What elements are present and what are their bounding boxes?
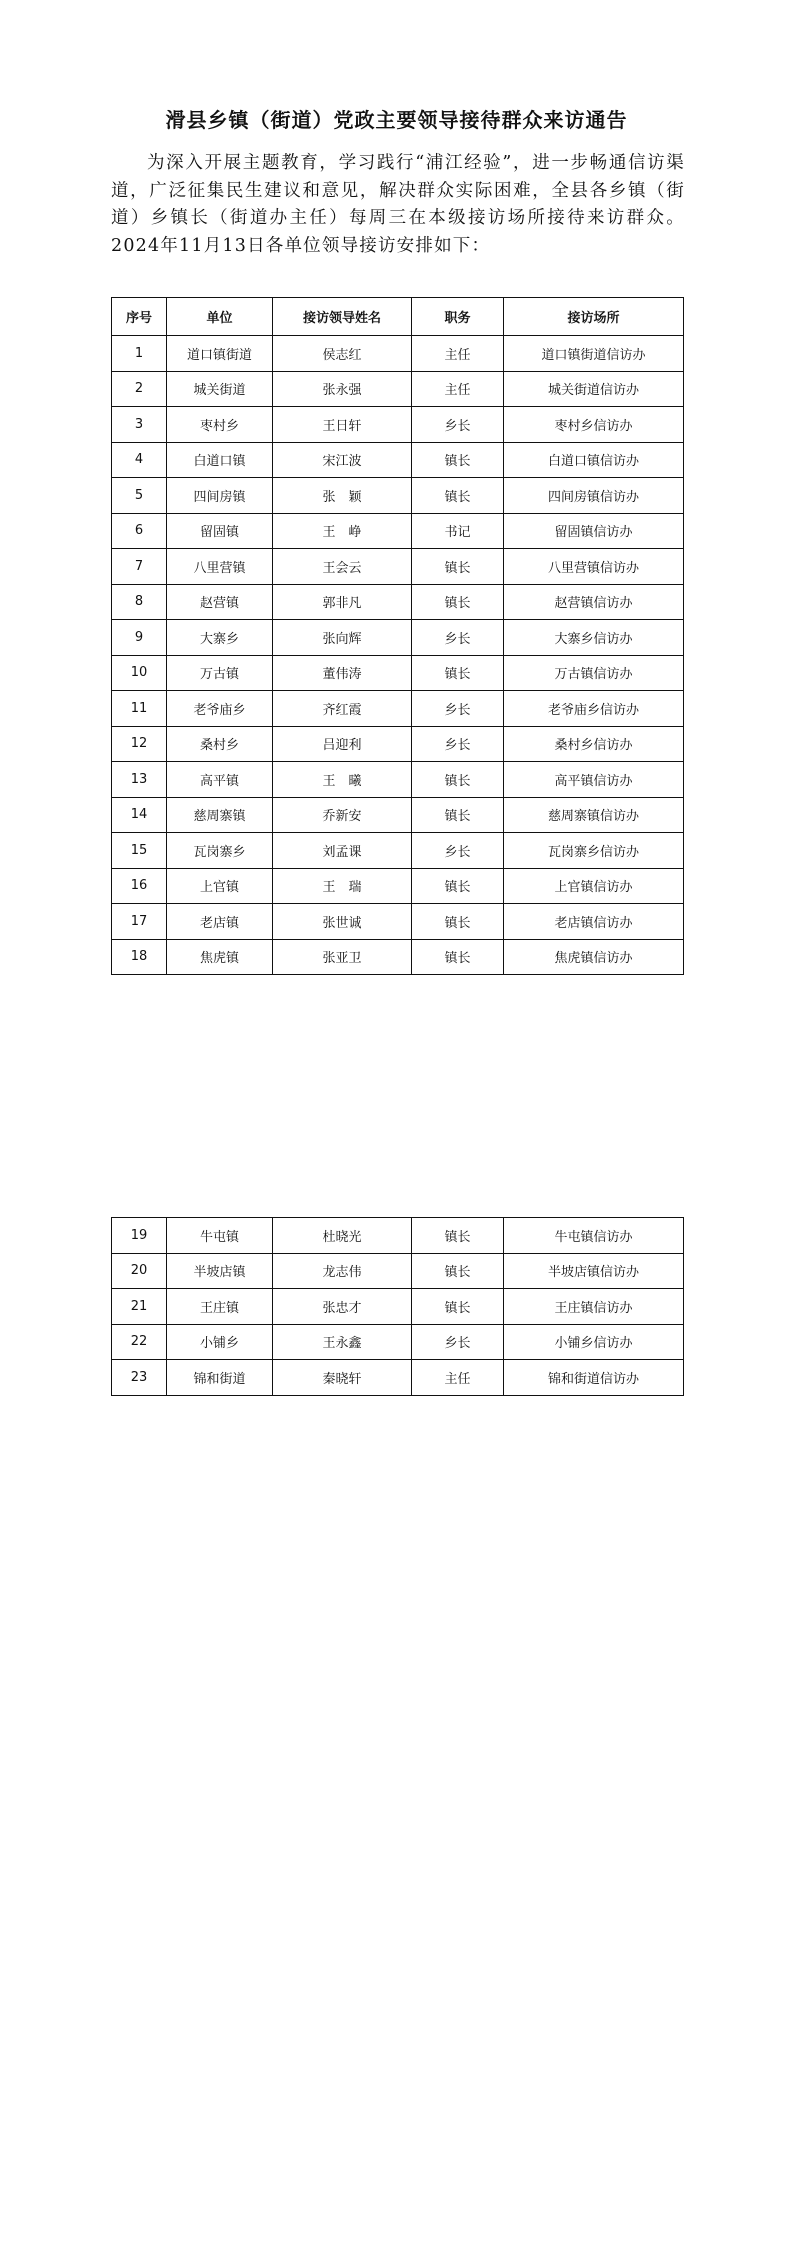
cell-unit: 赵营镇 bbox=[167, 584, 273, 620]
cell-leader-name: 张世诚 bbox=[273, 904, 412, 940]
table-row bbox=[112, 1360, 684, 1396]
cell-index: 21 bbox=[112, 1289, 167, 1325]
cell-unit: 牛屯镇 bbox=[167, 1218, 273, 1254]
cell-unit: 城关街道 bbox=[167, 371, 273, 407]
cell-location: 万古镇信访办 bbox=[504, 655, 684, 691]
table-row bbox=[112, 1253, 684, 1289]
table-row bbox=[112, 620, 684, 656]
cell-leader-name: 张亚卫 bbox=[273, 939, 412, 975]
table-row bbox=[112, 762, 684, 798]
cell-location: 留固镇信访办 bbox=[504, 513, 684, 549]
cell-leader-name: 王 瑞 bbox=[273, 868, 412, 904]
cell-unit: 王庄镇 bbox=[167, 1289, 273, 1325]
cell-position: 乡长 bbox=[412, 833, 504, 869]
cell-leader-name: 乔新安 bbox=[273, 797, 412, 833]
cell-unit: 大寨乡 bbox=[167, 620, 273, 656]
cell-index: 8 bbox=[112, 584, 167, 620]
cell-unit: 小铺乡 bbox=[167, 1324, 273, 1360]
cell-position: 主任 bbox=[412, 371, 504, 407]
table-row bbox=[112, 442, 684, 478]
cell-position: 乡长 bbox=[412, 620, 504, 656]
cell-position: 镇长 bbox=[412, 904, 504, 940]
cell-unit: 上官镇 bbox=[167, 868, 273, 904]
cell-leader-name: 王会云 bbox=[273, 549, 412, 585]
table-row bbox=[112, 797, 684, 833]
cell-location: 牛屯镇信访办 bbox=[504, 1218, 684, 1254]
cell-location: 老店镇信访办 bbox=[504, 904, 684, 940]
cell-location: 瓦岗寨乡信访办 bbox=[504, 833, 684, 869]
cell-position: 镇长 bbox=[412, 478, 504, 514]
cell-location: 八里营镇信访办 bbox=[504, 549, 684, 585]
table-row bbox=[112, 1324, 684, 1360]
cell-location: 高平镇信访办 bbox=[504, 762, 684, 798]
table-row bbox=[112, 336, 684, 372]
table-row bbox=[112, 726, 684, 762]
cell-position: 主任 bbox=[412, 336, 504, 372]
cell-leader-name: 张向辉 bbox=[273, 620, 412, 656]
cell-leader-name: 张 颖 bbox=[273, 478, 412, 514]
table-row bbox=[112, 833, 684, 869]
table-header-row bbox=[112, 298, 684, 336]
cell-index: 23 bbox=[112, 1360, 167, 1396]
cell-leader-name: 吕迎利 bbox=[273, 726, 412, 762]
cell-position: 镇长 bbox=[412, 1253, 504, 1289]
cell-unit: 焦虎镇 bbox=[167, 939, 273, 975]
cell-leader-name: 张忠才 bbox=[273, 1289, 412, 1325]
cell-index: 22 bbox=[112, 1324, 167, 1360]
cell-unit: 锦和街道 bbox=[167, 1360, 273, 1396]
cell-leader-name: 王 曦 bbox=[273, 762, 412, 798]
cell-index: 7 bbox=[112, 549, 167, 585]
table-row bbox=[112, 939, 684, 975]
cell-leader-name: 杜晓光 bbox=[273, 1218, 412, 1254]
cell-leader-name: 郭非凡 bbox=[273, 584, 412, 620]
cell-leader-name: 王日轩 bbox=[273, 407, 412, 443]
page-title: 滑县乡镇（街道）党政主要领导接待群众来访通告 bbox=[165, 108, 628, 132]
cell-leader-name: 张永强 bbox=[273, 371, 412, 407]
cell-index: 9 bbox=[112, 620, 167, 656]
header-index: 序号 bbox=[112, 298, 167, 336]
cell-location: 枣村乡信访办 bbox=[504, 407, 684, 443]
cell-location: 四间房镇信访办 bbox=[504, 478, 684, 514]
table-row bbox=[112, 549, 684, 585]
cell-location: 桑村乡信访办 bbox=[504, 726, 684, 762]
intro-paragraph: 为深入开展主题教育，学习践行“浦江经验”，进一步畅通信访渠道，广泛征集民生建议和意见，解决群众实际困难，全县各乡镇（街道）乡镇长（街道办主任）每周三在本级接访场所接待来访群众。2024年11月13日各单位领导接访安排如下： bbox=[111, 153, 685, 256]
cell-position: 乡长 bbox=[412, 691, 504, 727]
header-unit: 单位 bbox=[167, 298, 273, 336]
cell-unit: 白道口镇 bbox=[167, 442, 273, 478]
cell-unit: 留固镇 bbox=[167, 513, 273, 549]
cell-position: 书记 bbox=[412, 513, 504, 549]
cell-location: 赵营镇信访办 bbox=[504, 584, 684, 620]
cell-location: 焦虎镇信访办 bbox=[504, 939, 684, 975]
table-row bbox=[112, 371, 684, 407]
cell-unit: 老店镇 bbox=[167, 904, 273, 940]
table-row bbox=[112, 1289, 684, 1325]
cell-index: 19 bbox=[112, 1218, 167, 1254]
table-row bbox=[112, 584, 684, 620]
cell-index: 15 bbox=[112, 833, 167, 869]
cell-index: 6 bbox=[112, 513, 167, 549]
cell-location: 道口镇街道信访办 bbox=[504, 336, 684, 372]
cell-location: 锦和街道信访办 bbox=[504, 1360, 684, 1396]
cell-index: 11 bbox=[112, 691, 167, 727]
cell-index: 4 bbox=[112, 442, 167, 478]
cell-unit: 万古镇 bbox=[167, 655, 273, 691]
reception-table bbox=[111, 297, 684, 975]
cell-leader-name: 王永鑫 bbox=[273, 1324, 412, 1360]
cell-location: 大寨乡信访办 bbox=[504, 620, 684, 656]
cell-position: 镇长 bbox=[412, 1289, 504, 1325]
cell-location: 半坡店镇信访办 bbox=[504, 1253, 684, 1289]
cell-location: 上官镇信访办 bbox=[504, 868, 684, 904]
cell-index: 5 bbox=[112, 478, 167, 514]
cell-position: 镇长 bbox=[412, 549, 504, 585]
table-row bbox=[112, 513, 684, 549]
cell-position: 镇长 bbox=[412, 868, 504, 904]
cell-unit: 瓦岗寨乡 bbox=[167, 833, 273, 869]
cell-position: 乡长 bbox=[412, 1324, 504, 1360]
cell-leader-name: 董伟涛 bbox=[273, 655, 412, 691]
table-row bbox=[112, 691, 684, 727]
cell-leader-name: 龙志伟 bbox=[273, 1253, 412, 1289]
cell-index: 2 bbox=[112, 371, 167, 407]
header-location: 接访场所 bbox=[504, 298, 684, 336]
reception-table-continued bbox=[111, 1217, 684, 1396]
cell-index: 10 bbox=[112, 655, 167, 691]
cell-position: 镇长 bbox=[412, 797, 504, 833]
cell-location: 王庄镇信访办 bbox=[504, 1289, 684, 1325]
cell-index: 14 bbox=[112, 797, 167, 833]
header-leader-name: 接访领导姓名 bbox=[273, 298, 412, 336]
cell-position: 乡长 bbox=[412, 407, 504, 443]
cell-leader-name: 秦晓轩 bbox=[273, 1360, 412, 1396]
cell-location: 白道口镇信访办 bbox=[504, 442, 684, 478]
cell-unit: 枣村乡 bbox=[167, 407, 273, 443]
table-row bbox=[112, 868, 684, 904]
cell-leader-name: 侯志红 bbox=[273, 336, 412, 372]
cell-index: 17 bbox=[112, 904, 167, 940]
header-position: 职务 bbox=[412, 298, 504, 336]
cell-location: 城关街道信访办 bbox=[504, 371, 684, 407]
cell-position: 镇长 bbox=[412, 442, 504, 478]
cell-unit: 八里营镇 bbox=[167, 549, 273, 585]
cell-unit: 高平镇 bbox=[167, 762, 273, 798]
cell-location: 小铺乡信访办 bbox=[504, 1324, 684, 1360]
cell-index: 20 bbox=[112, 1253, 167, 1289]
cell-unit: 慈周寨镇 bbox=[167, 797, 273, 833]
cell-index: 13 bbox=[112, 762, 167, 798]
cell-location: 老爷庙乡信访办 bbox=[504, 691, 684, 727]
table-row bbox=[112, 478, 684, 514]
cell-location: 慈周寨镇信访办 bbox=[504, 797, 684, 833]
cell-position: 镇长 bbox=[412, 584, 504, 620]
cell-unit: 四间房镇 bbox=[167, 478, 273, 514]
cell-unit: 桑村乡 bbox=[167, 726, 273, 762]
cell-unit: 半坡店镇 bbox=[167, 1253, 273, 1289]
cell-index: 3 bbox=[112, 407, 167, 443]
cell-position: 乡长 bbox=[412, 726, 504, 762]
cell-position: 主任 bbox=[412, 1360, 504, 1396]
table-row bbox=[112, 904, 684, 940]
cell-index: 18 bbox=[112, 939, 167, 975]
cell-leader-name: 齐红霞 bbox=[273, 691, 412, 727]
cell-index: 16 bbox=[112, 868, 167, 904]
cell-unit: 道口镇街道 bbox=[167, 336, 273, 372]
cell-leader-name: 王 峥 bbox=[273, 513, 412, 549]
cell-leader-name: 刘孟课 bbox=[273, 833, 412, 869]
cell-position: 镇长 bbox=[412, 1218, 504, 1254]
cell-leader-name: 宋江波 bbox=[273, 442, 412, 478]
cell-unit: 老爷庙乡 bbox=[167, 691, 273, 727]
table-row bbox=[112, 407, 684, 443]
cell-position: 镇长 bbox=[412, 939, 504, 975]
table-row bbox=[112, 655, 684, 691]
cell-index: 1 bbox=[112, 336, 167, 372]
cell-position: 镇长 bbox=[412, 655, 504, 691]
cell-index: 12 bbox=[112, 726, 167, 762]
cell-position: 镇长 bbox=[412, 762, 504, 798]
table-row bbox=[112, 1218, 684, 1254]
